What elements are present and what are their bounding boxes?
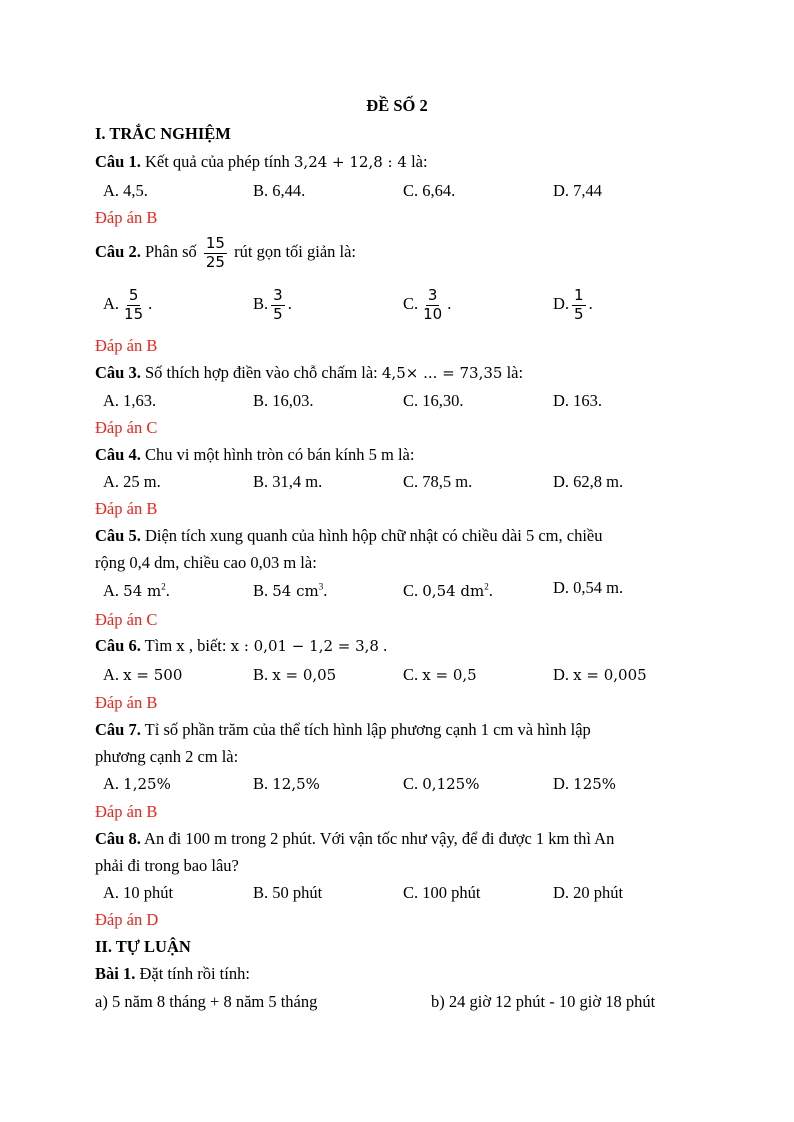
- q2-option-a: A. $\frac{5}{15}$ .: [103, 286, 153, 323]
- q4-answer: Đáp án B: [95, 499, 158, 518]
- section-essay: II. TỰ LUẬN: [95, 937, 191, 956]
- q5-answer: Đáp án C: [95, 610, 158, 629]
- question-8-continued: phải đi trong bao lâu?: [95, 856, 239, 875]
- q7-option-d: D. 125%: [553, 774, 617, 793]
- q4-option-a: A. 25 m.: [103, 472, 161, 491]
- q4-option-c: C. 78,5 m.: [403, 472, 473, 491]
- q1-option-b: B. 6,44.: [253, 181, 306, 200]
- q8-option-d: D. 20 phút: [553, 883, 624, 902]
- q4-option-b: B. 31,4 m.: [253, 472, 323, 491]
- exercise-1-part-a: a) 5 năm 8 tháng + 8 năm 5 tháng: [95, 992, 318, 1011]
- q3-option-d: D. 163.: [553, 391, 603, 410]
- q2-option-c: C. $\frac{3}{10}$ .: [403, 286, 452, 323]
- q5-option-d: D. 0,54 m.: [553, 578, 624, 597]
- q7-option-b: B. 12,5%: [253, 774, 320, 793]
- exercise-1: Bài 1. Đặt tính rồi tính:: [95, 964, 250, 983]
- q1-option-c: C. 6,64.: [403, 181, 456, 200]
- question-3: Câu 3. Số thích hợp điền vào chỗ chấm là: 4,5× ... = 73,35 là:: [95, 363, 524, 382]
- q5-option-a: A. 54 $m^2$.: [103, 581, 170, 600]
- q6-option-b: B. x = 0,05: [253, 665, 337, 684]
- question-5-continued: rộng 0,4 dm, chiều cao 0,03 m là:: [95, 553, 317, 572]
- q3-answer: Đáp án C: [95, 418, 158, 437]
- q7-option-a: A. 1,25%: [103, 774, 171, 793]
- exercise-1-part-b: b) 24 giờ 12 phút - 10 giờ 18 phút: [431, 992, 656, 1011]
- q6-option-c: C. x = 0,5: [403, 665, 477, 684]
- q8-option-c: C. 100 phút: [403, 883, 481, 902]
- q8-option-b: B. 50 phút: [253, 883, 323, 902]
- section-multiple-choice: I. TRẮC NGHIỆM: [95, 124, 231, 143]
- exam-title: ĐỀ SỐ 2: [366, 96, 428, 115]
- q1-answer: Đáp án B: [95, 208, 158, 227]
- q3-option-c: C. 16,30.: [403, 391, 464, 410]
- question-7-continued: phương cạnh 2 cm là:: [95, 747, 239, 766]
- q8-option-a: A. 10 phút: [103, 883, 174, 902]
- question-7: Câu 7. Tỉ số phần trăm của thể tích hình lập phương cạnh 1 cm và hình lập: [95, 720, 591, 739]
- q1-option-d: D. 7,44: [553, 181, 603, 200]
- q6-answer: Đáp án B: [95, 693, 158, 712]
- question-8: Câu 8. An đi 100 m trong 2 phút. Với vận tốc như vậy, để đi được 1 km thì An: [95, 829, 615, 848]
- q5-option-c: C. 0,54 $dm^2$.: [403, 581, 493, 600]
- q7-option-c: C. 0,125%: [403, 774, 480, 793]
- q3-option-b: B. 16,03.: [253, 391, 314, 410]
- q7-answer: Đáp án B: [95, 802, 158, 821]
- fraction: $\frac{15}{25}$: [205, 234, 225, 271]
- question-6: Câu 6. Tìm x , biết: x : 0,01 − 1,2 = 3,8 .: [95, 636, 388, 655]
- question-1: Câu 1. Kết quả của phép tính 3,24 + 12,8 : 4 là:: [95, 152, 428, 171]
- question-4: Câu 4. Chu vi một hình tròn có bán kính 5 m là:: [95, 445, 415, 464]
- q3-option-a: A. 1,63.: [103, 391, 157, 410]
- q4-option-d: D. 62,8 m.: [553, 472, 624, 491]
- q6-option-d: D. x = 0,005: [553, 665, 647, 684]
- q8-answer: Đáp án D: [95, 910, 159, 929]
- q2-option-b: B. $\frac{3}{5}$ .: [253, 286, 292, 323]
- q1-option-a: A. 4,5.: [103, 181, 148, 200]
- q2-option-d: D. $\frac{1}{5}$ .: [553, 286, 593, 323]
- q5-option-b: B. 54 $cm^3$.: [253, 581, 328, 600]
- q2-answer: Đáp án B: [95, 336, 158, 355]
- question-2: Câu 2. Phân số $\frac{15}{25}$ rút gọn tối giản là:: [95, 234, 357, 271]
- question-5: Câu 5. Diện tích xung quanh của hình hộp chữ nhật có chiều dài 5 cm, chiều: [95, 526, 603, 545]
- q6-option-a: A. x = 500: [103, 665, 183, 684]
